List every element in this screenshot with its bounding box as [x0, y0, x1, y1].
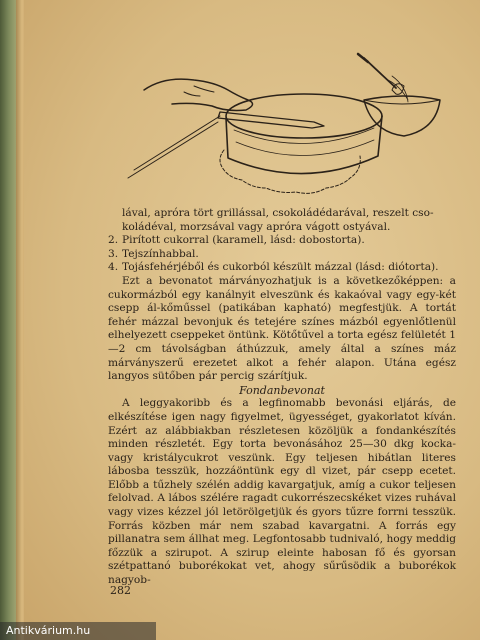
continued-line-2: koládéval, morzsával vagy apróra vágott ostyával. [122, 220, 391, 233]
list-item [108, 248, 456, 262]
marbling-paragraph: Ezt a bevonatot márványozhatjuk is a következőképpen: a cukormázból egy kanálnyit elveszünk és kakaóval vagy egy-két csepp ál-kőműssel (patikában kapható) megfestjük. A tortát fehér mázzal bevonjuk és tetejére színes mázból egyenlőtlenül elhelyezett cseppeket öntünk. Kötőtűvel a torta egész felületét 1—2 cm távolságban áthúzzuk, amely által a színes máz márványszerű erezetet alkot a fehér alapon. Utána egész langyos sütőben pár percig szárítjuk. [108, 274, 456, 383]
section-heading: Fondanbevonat [239, 383, 325, 397]
list-item-text: Pirított cukorral (karamell, lásd: dobostorta). [122, 234, 365, 247]
list-item-number: 4. [108, 261, 119, 274]
continued-line-1: lával, apróra tört grillással, csokoládédarával, reszelt cso- [122, 207, 434, 219]
watermark: Antikvárium.hu [0, 622, 156, 640]
page-number: 282 [110, 584, 131, 597]
book-page [24, 0, 480, 640]
list-item-number: 2. [108, 234, 119, 247]
list-item-text: Tejszínhabbal. [122, 247, 199, 260]
list-item [108, 261, 456, 275]
list-item [108, 234, 456, 248]
list-item-number: 3. [108, 247, 119, 260]
recipe-text-block [108, 207, 456, 588]
cake-glazing-illustration [124, 50, 444, 200]
fondant-paragraph: A leggyakoribb és a legfinomabb bevonási eljárás, de elkészítése igen nagy figyelmet, ügyességet, gyakorlatot kíván. Ezért az alábbiakban részletesen közöljük a fondankészítés minden részletét. Egy torta bevonásához 25—30 dkg kocka- vagy kristálycukrot veszünk. Egy teljesen hibátlan literes lábosba tesszük, hozzáöntünk egy dl vizet, pár csepp ecetet. Előbb a tűzhely szélén addig kavargatjuk, amíg a cukor teljesen felolvad. A lábos szélére ragadt cukorrészecskéket vizes ruhával vagy vizes kézzel jól letörölgetjük és gyors tűzre forrni tesszük. Forrás közben már nem szabad kavargatni. A forrás egy pillanatra sem állhat meg. Legfontosabb tudnivaló, hogy meddig főzzük a szirupot. A szirup eleinte habosan fő és gyorsan szétpattanó buborékokat vet, ahogy sűrűsödik a buborékok nagyob- [108, 397, 456, 587]
list-item-text: Tojásfehérjéből és cukorból készült mázzal (lásd: diótorta). [122, 261, 439, 274]
